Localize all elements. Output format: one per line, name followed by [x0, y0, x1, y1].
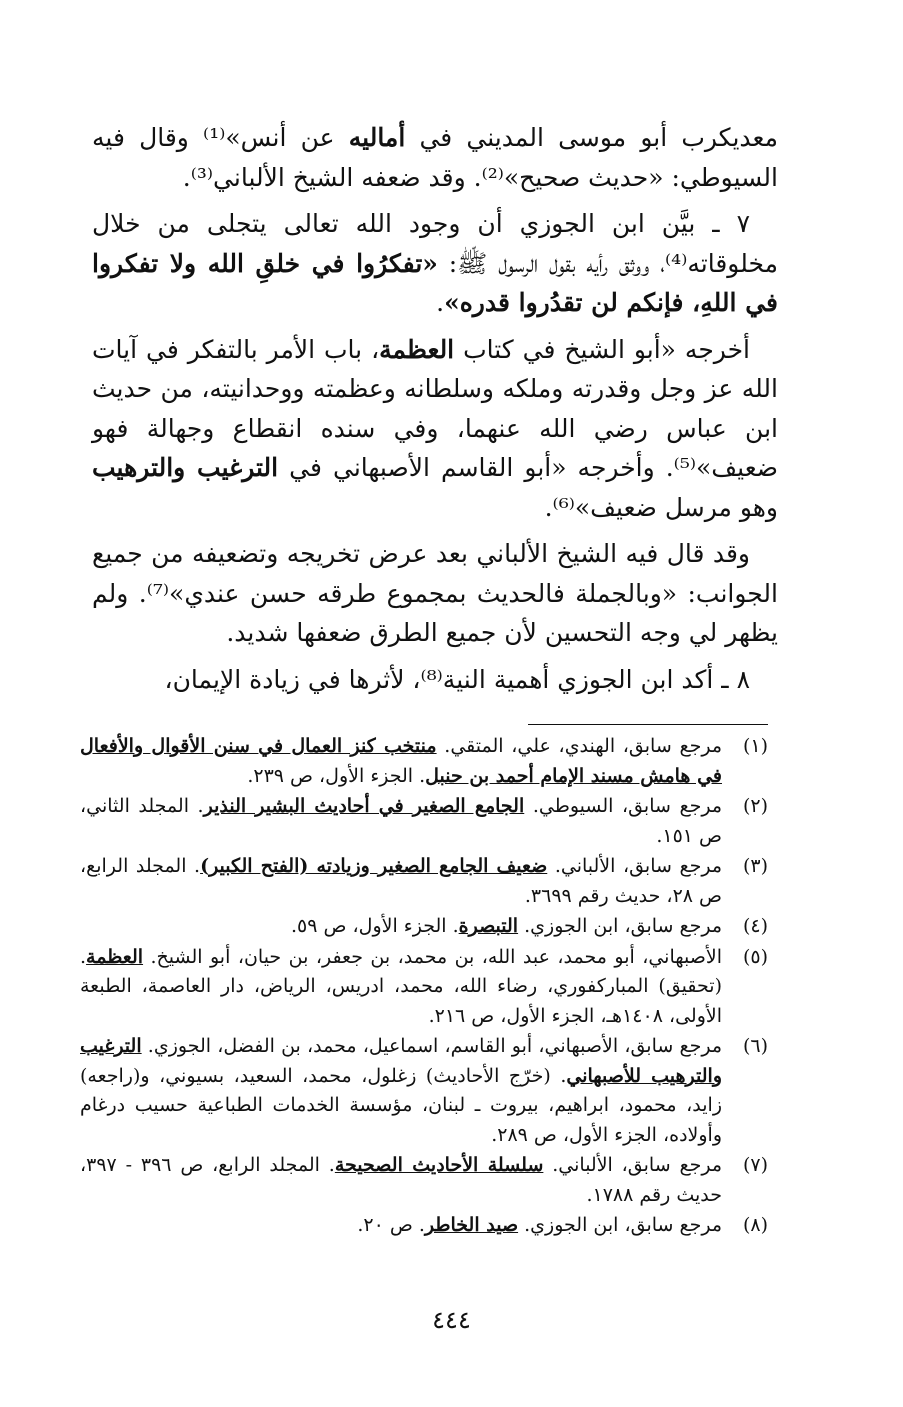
footnotes: [80, 732, 768, 1242]
paragraph-1: [92, 118, 778, 197]
book-title-azama: العظمة: [379, 334, 455, 364]
reference-title: التبصرة: [458, 915, 519, 937]
text-run: ٧ ـ بيَّن ابن الجوزي أن وجود الله تعالى يتجلى من خلال مخلوقاته⁽⁴⁾، ووثق رأيه بقول الرسول ﷺ:: [92, 209, 778, 278]
paragraph-4: وقد قال فيه الشيخ الألباني بعد عرض تخريجه وتضعيفه من جميع الجوانب: «وبالجملة فالحديث بمجموع طرقه حسن عندي»⁽⁷⁾. ولم يظهر لي وجه التحسين لأن جميع الطرق ضعفها شديد.: [92, 539, 778, 647]
text-run: ، باب الأمر بالتفكر في آيات الله عز وجل وقدرته وملكه وسلطانه وعظمته ووحدانيته، من حديث ابن عباس رضي الله عنهما، وفي سنده انقطاع وجهالة فهو ضعيف»⁽⁵⁾. وأخرجه «أبو القاسم الأصبهاني في: [92, 334, 778, 482]
text-run: . المجلد الثاني، ص ١٥١.: [80, 795, 722, 847]
footnote: [80, 912, 768, 942]
footnote-separator: [528, 724, 768, 725]
footnote-number: (١): [742, 735, 768, 757]
reference-title: منتخب كنز العمال في سنن الأقوال والأفعال في هامش مسند الإمام أحمد بن حنبل: [80, 735, 722, 787]
text-run: . ص ٢٠.: [357, 1214, 425, 1236]
book-title-amali: أماليه: [348, 123, 406, 152]
main-text: [92, 118, 778, 706]
text-run: الأصبهاني، أبو محمد، عبد الله، بن محمد، بن جعفر، بن حيان، أبو الشيخ.: [143, 945, 722, 968]
text-run: عن أنس»⁽¹⁾ وقال فيه السيوطي: «حديث صحيح»⁽²⁾. وقد ضعفه الشيخ الألباني⁽³⁾.: [92, 123, 778, 192]
text-run: معديكرب أبو موسى المديني في: [405, 123, 778, 152]
footnote-text: [80, 1211, 722, 1241]
reference-title: العظمة: [86, 945, 144, 968]
footnote-number: (٧): [742, 1154, 768, 1176]
footnote-text: [80, 792, 722, 851]
page-number: ٤٤٤: [432, 1306, 471, 1334]
text-run: .: [436, 288, 445, 317]
footnote-number: (٨): [742, 1214, 768, 1236]
footnote-number: (٢): [742, 795, 768, 817]
hadith-quote: «تفكرُوا في خلقِ الله ولا تفكروا في اللهِ، فإنكم لن تقدُروا قدره»: [92, 248, 778, 317]
paragraph-3: [92, 330, 778, 528]
text-run: . المجلد الرابع، ص ٢٨، حديث رقم ٣٦٩٩.: [80, 855, 722, 907]
footnote: [80, 1032, 768, 1150]
footnote-text: [80, 1151, 722, 1210]
footnote-number: (٤): [742, 915, 768, 937]
text-run: أخرجه «أبو الشيخ في كتاب: [454, 334, 750, 364]
footnote: [80, 943, 768, 1032]
footnote: [80, 852, 768, 911]
footnote: [80, 732, 768, 791]
reference-title: صيد الخاطر: [424, 1214, 519, 1236]
text-run: مرجع سابق، الهندي، علي، المتقي.: [436, 735, 722, 757]
text-run: . المجلد الرابع، ص ٣٩٦ - ٣٩٧، حديث رقم ١٧٨٨.: [80, 1154, 722, 1206]
text-run: وهو مرسل ضعيف»⁽⁶⁾.: [544, 492, 778, 522]
reference-title: سلسلة الأحاديث الصحيحة: [334, 1154, 544, 1176]
footnote-number: (٥): [742, 945, 768, 968]
footnote-text: [80, 943, 722, 1032]
text-run: مرجع سابق، السيوطي.: [524, 795, 722, 817]
text-run: مرجع سابق، الألباني.: [543, 1154, 723, 1176]
footnote-text: [80, 912, 722, 942]
footnote: [80, 1151, 768, 1210]
paragraph-2: [92, 204, 778, 323]
text-run: مرجع سابق، الألباني.: [547, 855, 722, 877]
text-run: . (خرّج الأحاديث) زغلول، محمد، السعيد، بسيوني، و(راجعه) زايد، محمود، ابراهيم، بيروت ـ لبنان، مؤسسة الخدمات الطباعية حسيب درغام وأولاده، الجزء الأول، ص ٢٨٩.: [80, 1064, 722, 1146]
text-run: مرجع سابق، ابن الجوزي.: [518, 915, 722, 937]
paragraph-5: ٨ ـ أكد ابن الجوزي أهمية النية⁽⁸⁾، لأثرها في زيادة الإيمان،: [164, 664, 750, 694]
footnote: [80, 1211, 768, 1241]
text-run: . الجزء الأول، ص ٥٩.: [291, 915, 459, 937]
footnote-text: [80, 1032, 722, 1150]
footnote: [80, 792, 768, 851]
text-run: . (تحقيق) المباركفوري، رضاء الله، محمد، ادريس، الرياض، دار العاصمة، الطبعة الأولى، ١٤٠٨هـ، الجزء الأول، ص ٢١٦.: [80, 945, 722, 1027]
footnote-text: [80, 732, 722, 791]
reference-title: الجامع الصغير في أحاديث البشير النذير: [203, 795, 525, 817]
text-run: . الجزء الأول، ص ٢٣٩.: [247, 764, 426, 787]
footnote-number: (٦): [742, 1035, 768, 1057]
reference-title: الترغيب والترهيب للأصبهاني: [80, 1035, 722, 1087]
reference-title: ضعيف الجامع الصغير وزيادته (الفتح الكبير): [200, 855, 548, 877]
book-title-targhib: الترغيب والترهيب: [92, 453, 279, 482]
text-run: مرجع سابق، ابن الجوزي.: [518, 1214, 722, 1236]
footnote-number: (٣): [742, 855, 768, 877]
footnote-text: [80, 852, 722, 911]
text-run: مرجع سابق، الأصبهاني، أبو القاسم، اسماعيل، محمد، بن الفضل، الجوزي.: [141, 1035, 722, 1057]
